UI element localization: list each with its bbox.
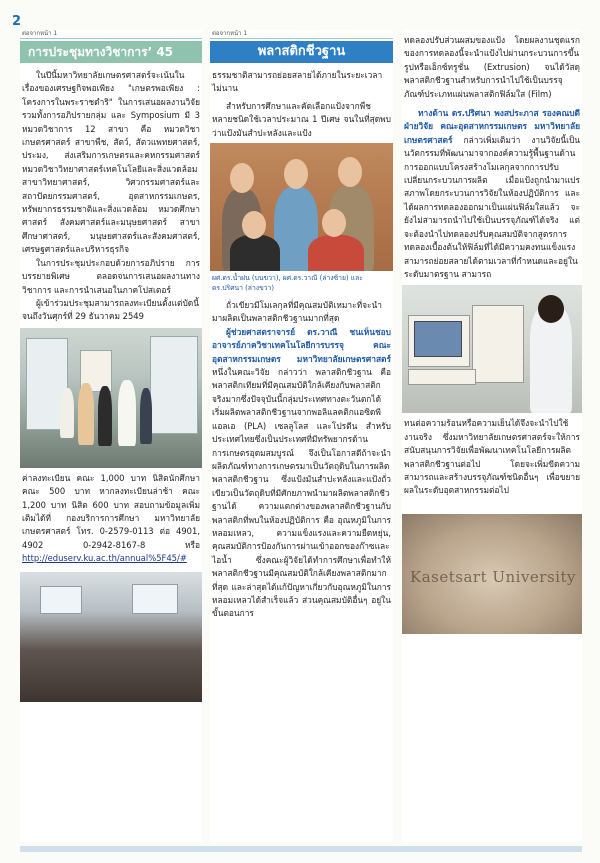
researchers-photo: [210, 143, 393, 271]
continued-paragraph-1: ทดลองปรับส่วนผสมของแป้ง โดยผลงานชุดแรกของการทดลองนี้จะนำแป้งไปผ่านกระบวนการขึ้นรูปหรือเอ็กซ์ทรูชั่น (Extrusion) จนได้วัสดุพลาสติกชีวฐานสำหรับการนำไปใช้เป็นบรรจุภัณฑ์ประเภทแผ่นพลาสติกฟิล์มใส (Film): [404, 35, 580, 99]
laboratory-photo: [402, 285, 582, 413]
column-bioplastic-continued: [402, 30, 582, 842]
registration-link[interactable]: http://eduserv.ku.ac.th/annual%5F45/#: [22, 553, 187, 564]
bioplastic-paragraph-3: [210, 326, 393, 621]
bioplastic-paragraph-2: ถั่วเขียวมีโมเลกุลที่มีคุณสมบัติเหมาะที่จะนำมาผลิตเป็นพลาสติกชีวฐานมากที่สุด: [212, 300, 382, 324]
fee-text: ค่าลงทะเบียน คณะ 1,000 บาท นิสิตนักศึกษา คณะ 500 บาท หากลงทะเบียนล่าช้า คณะ 1,200 บาท นิสิต 600 บาท สอบถามข้อมูลเพิ่มเติมได้ที่ กองบริการการศึกษา มหาวิทยาลัยเกษตรศาสตร์ โทร. 0-2579-0113 ต่อ 4901, 4902 0-2942-8167-8 หรือ: [22, 472, 200, 550]
column-bioplastic: [210, 30, 393, 842]
section-heading-conference: การประชุมทางวิชาการ’ 45: [20, 41, 202, 63]
continued-paragraph-3: ทนต่อความร้อนหรือความเย็นได้จึงจะนำไปใช้งานจริง ซึ่งมหาวิทยาลัยเกษตรศาสตร์จะให้การสนับสนุนการวิจัยเพื่อพัฒนาเทคโนโลยีการผลิตพลาสติกชีวฐานต่อไป โดยจะเพิ่มขีดความสามารถและสร้างบรรจุภัณฑ์ชนิดอื่นๆ เพื่อขยายผลในระดับอุตสาหกรรมต่อไป: [404, 418, 580, 496]
section-heading-bioplastic: พลาสติกชีวฐาน: [210, 41, 393, 63]
bioplastic-intro: ธรรมชาติสามารถย่อยสลายได้ภายในระยะเวลาไม่นาน: [212, 70, 383, 94]
exhibition-photo: [20, 328, 202, 468]
film-print-text: Kasetsart University: [410, 567, 576, 586]
conference-paragraph-1: ในปีนี้มหาวิทยาลัยเกษตรศาสตร์จะเน้นในเรื่องของเศรษฐกิจพอเพียง "เกษตรพอเพียง : โครงการในพระราชดำริ" ในการเสนอผลงานวิจัยรวมทั้งการอภิปรายกลุ่ม และ Symposium มี 3 หมวดวิชาการ 12 สาขา คือ หมวดวิชาเกษตรศาสตร์ สาขาพืช, สัตว์, สัตวแพทยศาสตร์, ประมง, ส่งเสริมการเกษตรและคหกรรมศาสตร์ หมวดวิชาวิทยาศาสตร์เทคโนโลยีและสิ่งแวดล้อม สาขาวิทยาศาสตร์, วิศวกรรมศาสตร์และสถาปัตยกรรมศาสตร์, อุตสาหกรรมเกษตร, ทรัพยากรธรรมชาติและสิ่งแวดล้อม หมวดศึกษาศาสตร์ สังคมศาสตร์และมนุษยศาสตร์ สาขาศึกษาศาสตร์, มนุษยศาสตร์และสังคมศาสตร์, เศรษฐศาสตร์และบริหารธุรกิจ: [22, 70, 200, 255]
footer-bar: [20, 846, 582, 852]
conference-paragraph-3: ผู้เข้าร่วมประชุมสามารถลงทะเบียนตั้งแต่บัดนี้จนถึงวันศุกร์ที่ 29 ธันวาคม 2549: [22, 297, 199, 322]
photo-caption: ผศ.ดร.น้ำฝน (บนขวา), ผศ.ดร.วาณี (ล่างซ้าย) และ ดร.ปริศนา (ล่างขวา): [212, 274, 363, 293]
auditorium-photo: [20, 572, 202, 702]
continued-paragraph-2: [402, 107, 582, 281]
continued-body: กล่าวเพิ่มเติมว่า งานวิจัยนี้เป็นนวัตกรรมที่พัฒนามาจากองค์ความรู้พื้นฐานด้านการออกแบบโครงสร้างโมเลกุลจากการปรับเปลี่ยนกระบวนการผลิต เมื่อแป้งถูกนำมาแปรสภาพโดยกระบวนการวิจัยในห้องปฏิบัติการ และได้ผลการทดลองออกมาเป็นแผ่นฟิล์มใสแล้ว จะยังไม่สามารถนำไปใช้เป็นบรรจุภัณฑ์ได้จริง แต่จะต้องนำไปทดลองปรับคุณสมบัติจากสูตรการทดลองเบื้องต้นให้ฟิล์มที่ได้มีความคงทนแข็งแรงสามารถย่อยสลายได้ตามเวลาที่กำหนดและอยู่ในระดับมาตรฐาน สามารถ: [404, 134, 580, 279]
bioplastic-film-photo: [402, 514, 582, 634]
conference-paragraph-2: ในการประชุมประกอบด้วยการอภิปราย การบรรยายพิเศษ ตลอดจนการเสนอผลงานทางวิชาการ และการนำเสนอในภาคโปสเตอร์: [22, 257, 200, 295]
bioplastic-paragraph-1: สำหรับการศึกษาและคัดเลือกแป้งจากพืชหลายชนิดใช้เวลาประมาณ 1 ปีเศษ จนในที่สุดพบว่าแป้งมันสำปะหลังและแป้ง: [212, 100, 391, 138]
speaker-name-2: ทางด้าน ดร.ปริศนา พงสประภาส รองคณบดีฝ่ายวิจัย คณะอุตสาหกรรมเกษตร มหาวิทยาลัยเกษตรศาสตร์: [404, 108, 580, 145]
bioplastic-body: หนึ่งในคณะวิจัย กล่าวว่า พลาสติกชีวฐาน คือ พลาสติกเทียมที่มีคุณสมบัติใกล้เคียงกับพลาสติกจริงมากซึ่งปัจจุบันนี้กลุ่มประเทศทางตะวันตกได้เริ่มผลิตพลาสติกชีวฐานจากพอลิแลคติกแอซิดพีแอลเอ (PLA) เซลลูโลส และโปรตีน สำหรับประเทศไทยซึ่งเป็นประเทศที่มีทรัพยากรด้านการเกษตรอุดมสมบูรณ์ จึงเป็นโอกาสดีถ้าจะนำผลิตภัณฑ์ทางการเกษตรมาเป็นวัตถุดิบในการผลิตพลาสติกชีวฐาน ซึ่งแป้งมันสำปะหลังและแป้งถั่วเขียวเป็นวัตถุดิบที่มีศักยภาพนำมาผลิตพลาสติกชีวฐานได้ ความแตกต่างของพลาสติกชีวฐานกับพลาสติกที่พบในห้องปฏิบัติการ คือ อุณหภูมิในการหลอมเหลว, ความแข็งแรงและความยืดหยุ่น, คุณสมบัติการป้องกันการผ่านเข้าออกของก๊าซและไอน้ำ ซึ่งคณะผู้วิจัยได้ทำการศึกษาเพื่อทำให้พลาสติกชีวฐานมีคุณสมบัติใกล้เคียงพลาสติกมากที่สุด และล่าสุดได้แก้ปัญหาเกี่ยวกับอุณหภูมิในการหลอมเหลวได้สำเร็จแล้ว ส่วนคุณสมบัติอื่นๆ อยู่ในขั้นตอนการ: [212, 367, 391, 619]
speaker-name: ผู้ช่วยศาสตราจารย์ ดร.วาณี ชนเห็นชอบ อาจารย์ภาควิชาเทคโนโลยีการบรรจุ คณะอุตสาหกรรมเกษตร มหาวิทยาลัยเกษตรศาสตร์: [212, 326, 391, 364]
fee-info: [20, 472, 202, 566]
continued-label: ต่อจากหน้า 1: [210, 30, 393, 39]
column-conference: [20, 30, 202, 842]
continued-label: ต่อจากหน้า 1: [20, 30, 202, 39]
page-number: 2: [12, 14, 22, 29]
